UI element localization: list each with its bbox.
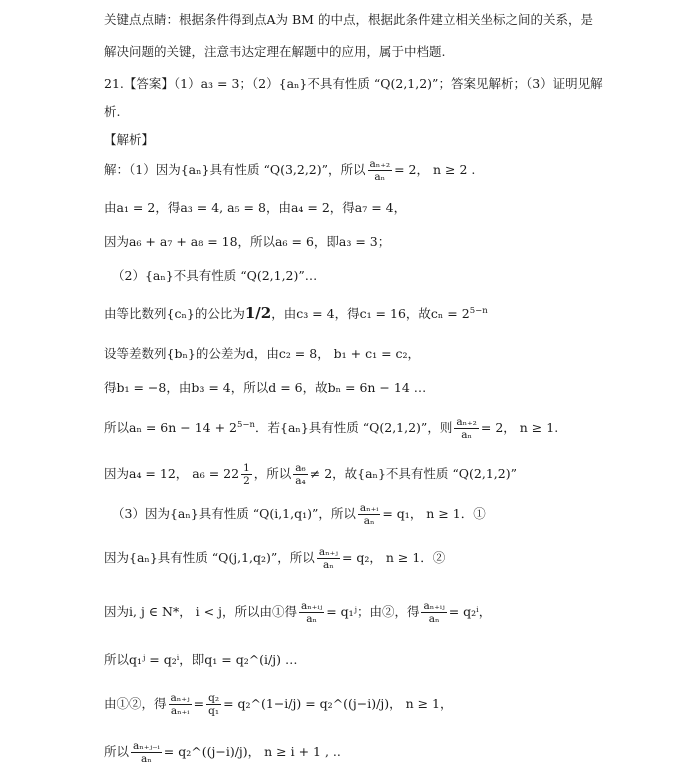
fraction-numerator: aₙ₊₂ xyxy=(369,158,391,170)
fraction-numerator: aₙ₊ᵢⱼ xyxy=(300,600,323,612)
math-line xyxy=(104,304,672,323)
fraction-numerator: 1 xyxy=(243,462,250,474)
fraction-numerator: aₙ₊ᵢⱼ xyxy=(423,600,445,612)
fraction-denominator: aₙ xyxy=(141,753,152,766)
text-line: （2）{aₙ}不具有性质 “Q(2,1,2)”… xyxy=(112,268,318,283)
line-text: 因为a₄ = 12， a₆ = 22 xyxy=(104,466,240,482)
line-text: = q₂， n ≥ 1．② xyxy=(341,550,446,566)
fraction-numerator: aₙ₊₂ xyxy=(456,416,477,428)
fraction xyxy=(169,692,192,717)
line-text: 因为{aₙ}具有性质 “Q(j,1,q₂)”，所以 xyxy=(104,550,315,566)
line-text: （3）因为{aₙ}具有性质 “Q(i,1,q₁)”，所以 xyxy=(112,506,356,522)
fraction xyxy=(293,462,307,487)
text-line: 解决问题的关键，注意韦达定理在解题中的应用，属于中档题. xyxy=(104,44,446,59)
exponent: 5−n xyxy=(236,419,255,430)
line-text: ，由c₃ = 4，得c₁ = 16，故cₙ = 2 xyxy=(271,306,470,321)
line-text: = q₂^((j−i)/j)， n ≥ i + 1 , .. xyxy=(163,744,341,760)
fraction-denominator: 2 xyxy=(243,475,250,488)
fraction xyxy=(131,740,162,765)
fraction-denominator: a₄ xyxy=(295,475,306,488)
fraction xyxy=(368,158,393,183)
line-text: 由①②，得 xyxy=(104,696,167,712)
fraction-denominator: aₙ₊ᵢ xyxy=(170,705,190,718)
line-text: = q₂^(1−i/j) = q₂^((j−i)/j)， n ≥ 1， xyxy=(223,696,453,712)
fraction-numerator: q₂ xyxy=(208,692,220,704)
text-line: 析. xyxy=(104,104,121,119)
fraction xyxy=(317,546,340,571)
text-line: 设等差数列{bₙ}的公差为d，由c₂ = 8， b₁ + c₁ = c₂， xyxy=(104,346,421,361)
text-line: 得b₁ = −8，由b₃ = 4，所以d = 6，故bₙ = 6n − 14 … xyxy=(104,380,427,395)
math-line xyxy=(104,462,672,487)
line-text: 因为i, j ∈ N*， i < j，所以由①得 xyxy=(104,604,297,620)
fraction-denominator: aₙ xyxy=(306,613,317,626)
fraction-denominator: aₙ xyxy=(322,559,334,572)
fraction-denominator: aₙ xyxy=(461,429,473,442)
fraction-denominator: q₁ xyxy=(208,705,220,718)
fraction-denominator: aₙ xyxy=(428,613,440,626)
line-text: = q₁， n ≥ 1．① xyxy=(382,506,486,522)
fraction-denominator: aₙ xyxy=(363,515,375,528)
line-text: ，所以 xyxy=(253,466,292,482)
fraction xyxy=(358,502,380,527)
line-text: 由等比数列{cₙ}的公比为 xyxy=(104,306,245,321)
text-line: 所以q₁ʲ = q₂ⁱ，即q₁ = q₂^(i/j) … xyxy=(104,652,298,667)
line-text: ≠ 2，故{aₙ}不具有性质 “Q(2,1,2)” xyxy=(309,466,517,482)
text-line: 关键点点睛：根据条件得到点A为 BM 的中点，根据此条件建立相关坐标之间的关系，是 xyxy=(104,12,593,27)
line-text: ．若{aₙ}具有性质 “Q(2,1,2)”，则 xyxy=(255,420,453,436)
fraction xyxy=(454,416,479,441)
line-text: = q₁ʲ；由②，得 xyxy=(326,604,420,620)
fraction xyxy=(299,600,324,625)
fraction xyxy=(206,692,221,717)
line-text: 所以 xyxy=(104,744,130,760)
math-line xyxy=(104,546,672,571)
fraction-numerator: aₙ₊ⱼ xyxy=(318,546,338,558)
fraction xyxy=(241,462,252,487)
fraction-denominator: aₙ xyxy=(374,171,386,184)
line-text: = q₂ⁱ， xyxy=(448,604,492,620)
math-line xyxy=(104,600,672,625)
math-line xyxy=(104,416,672,441)
fraction-numerator: aₙ₊ⱼ₋ᵢ xyxy=(133,740,160,752)
line-text: 解：（1）因为{aₙ}具有性质 “Q(3,2,2)”，所以 xyxy=(104,162,366,178)
ratio-value: 1/2 xyxy=(244,304,272,322)
math-line xyxy=(104,740,672,765)
fraction xyxy=(421,600,446,625)
text-line: 因为a₆ + a₇ + a₈ = 18，所以a₆ = 6，即a₃ = 3； xyxy=(104,234,391,249)
math-line xyxy=(104,158,672,183)
line-text: 所以aₙ = 6n − 14 + 2 xyxy=(104,420,237,436)
exponent: 5−n xyxy=(469,305,488,316)
fraction-numerator: aₙ₊ⱼ xyxy=(170,692,190,704)
fraction-numerator: a₆ xyxy=(295,462,306,474)
answer-heading: 21.【答案】（1）a₃ = 3；（2）{aₙ}不具有性质 “Q(2,1,2)”；答案见解析；（3）证明见解 xyxy=(104,76,603,91)
line-text: = xyxy=(193,696,205,712)
line-text: = 2， n ≥ 2 . xyxy=(394,162,476,178)
math-line xyxy=(112,502,672,527)
analysis-heading: 【解析】 xyxy=(104,132,155,147)
math-line xyxy=(104,692,672,717)
fraction-numerator: aₙ₊ᵢ xyxy=(359,502,379,514)
line-text: = 2， n ≥ 1. xyxy=(480,420,559,436)
text-line: 由a₁ = 2，得a₃ = 4, a₅ = 8，由a₄ = 2，得a₇ = 4， xyxy=(104,200,407,215)
